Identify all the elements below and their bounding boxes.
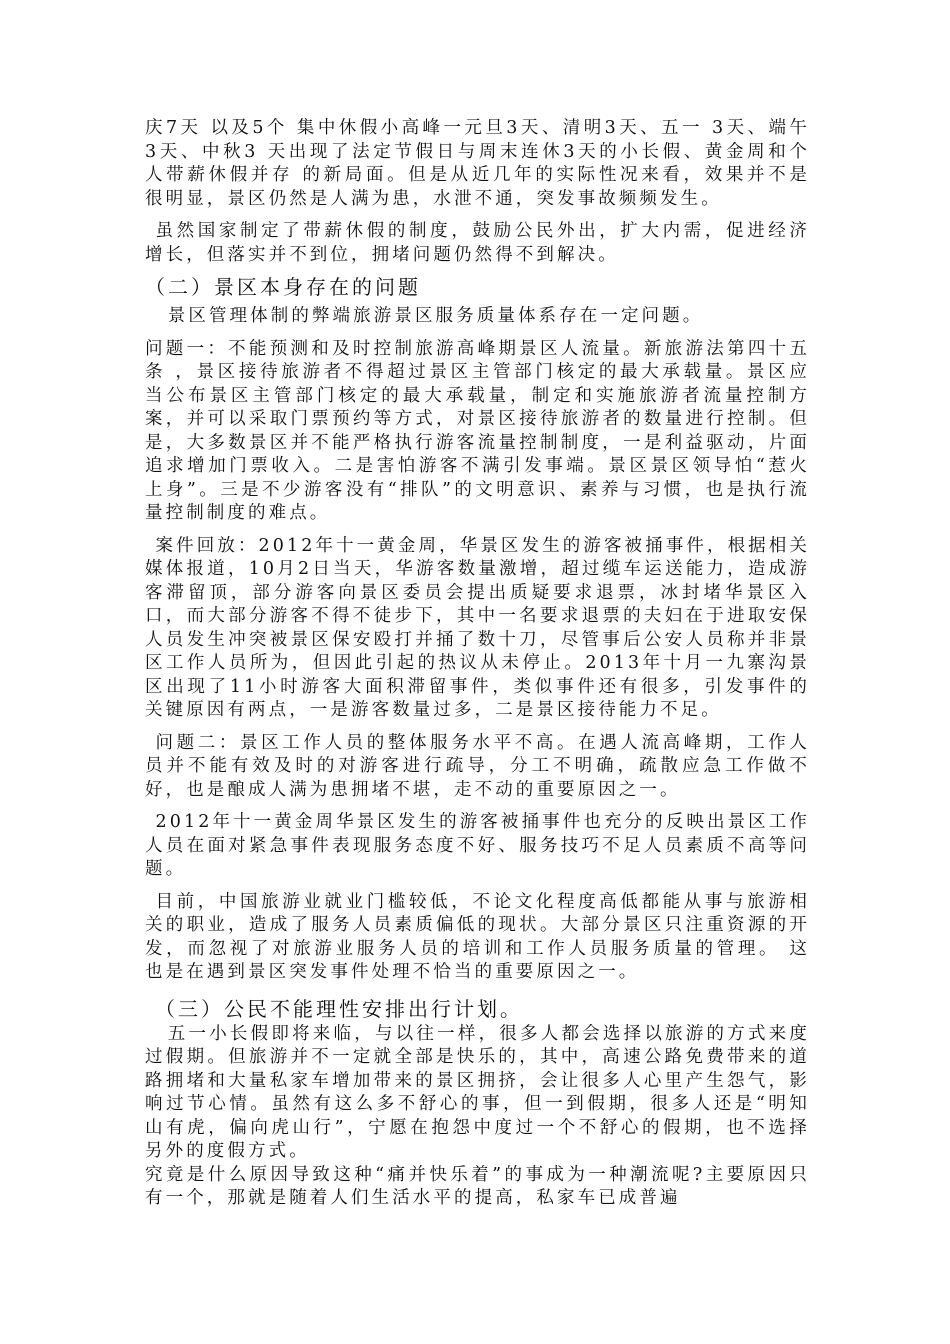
paragraph-problem-two: 问题二：景区工作人员的整体服务水平不高。在遇人流高峰期，工作人员并不能有效及时的对游客进行疏导，分工不明确，疏散应急工作做不好，也是酿成人满为患拥堵不堪，走不动的重要原因之一。 [145, 732, 810, 800]
section-heading-3: （三）公民不能理性安排出行计划。 [155, 996, 523, 1021]
paragraph-may-day: 五一小长假即将来临，与以往一样，很多人都会选择以旅游的方式来度过假期。但旅游并不一定就全部是快乐的，其中，高速公路免费带来的道路拥堵和大量私家车增加带来的景区拥挤，会让很多人心里产生怨气，影响过节心情。虽然有这么多不舒心的事，但一到假期，很多人还是“明知山有虎，偏向虎山行”，宁愿在抱怨中度过一个不舒心的假期，也不选择另外的度假方式。 [145, 1023, 810, 1161]
paragraph-paid-leave: 虽然国家制定了带薪休假的制度，鼓励公民外出，扩大内需，促进经济增长，但落实并不到位，拥堵问题仍然得不到解决。 [145, 221, 810, 265]
paragraph-problem-one: 问题一：不能预测和及时控制旅游高峰期景区人流量。新旅游法第四十五条 ，景区接待旅游者不得超过景区主管部门核定的最大承载量。景区应当公布景区主管部门核定的最大承载量，制定和实施旅游者流量控制方案，并可以采取门票预约等方式，对景区接待旅游者的数量进行控制。但是，大多数景区并不能严格执行游客流量控制制度，一是利益驱动，片面追求增加门票收入。二是害怕游客不满引发事端。景区景区领导怕“惹火上身”。三是不少游客没有“排队”的文明意识、素养与习惯，也是执行流量控制制度的难点。 [145, 338, 810, 523]
paragraph-management-intro: 景区管理体制的弊端旅游景区服务质量体系存在一定问题。 [167, 306, 704, 326]
paragraph-incident-reflection: 2012年十一黄金周华景区发生的游客被捅事件也充分的反映出景区工作人员在面对紧急事件表现服务态度不好、服务技巧不足人员素质不高等问题。 [145, 812, 810, 879]
paragraph-case-review: 案件回放：2012年十一黄金周，华景区发生的游客被捅事件，根据相关媒体报道，10月2日当天，华游客数量激增，超过缆车运送能力，造成游客滞留顶，部分游客向景区委员会提出质疑要求退票，冰封堵华景区入口，而大部分游客不得不徒步下，其中一名要求退票的夫妇在于进取安保人员发生冲突被景区保安殴打并捅了数十刀，尽管事后公安人员称并非景区工作人员所为，但因此引起的热议从未停止。2013年十月一九寨沟景区出现了11小时游客大面积滞留事件，类似事件还有很多，引发事件的关键原因有两点，一是游客数量过多，二是景区接待能力不足。 [145, 535, 810, 720]
document-body [145, 117, 810, 1211]
section-heading-2: （二）景区本身存在的问题 [145, 275, 421, 299]
paragraph-reason: 究竟是什么原因导致这种“痛并快乐着”的事成为一种潮流呢?主要原因只有一个，那就是随着人们生活水平的提高，私家车已成普遍 [145, 1164, 810, 1208]
paragraph-staff-quality: 目前，中国旅游业就业门槛较低，不论文化程度高低都能从事与旅游相关的职业，造成了服务人员素质偏低的现状。大部分景区只注重资源的开发，而忽视了对旅游业服务人员的培训和工作人员服务质量的管理。 这也是在遇到景区突发事件处理不恰当的重要原因之一。 [145, 891, 810, 982]
paragraph-holiday-schedule: 庆7天 以及5个 集中休假小高峰一元旦3天、清明3天、五一 3天、端午3天、中秋3 天出现了法定节假日与周末连休3天的小长假、黄金周和个人带薪休假并存 的新局面。但是从近几年的实际性况来看，效果并不是很明显，景区仍然是人满为患，水泄不通，突发事故频频发生。 [145, 118, 810, 209]
